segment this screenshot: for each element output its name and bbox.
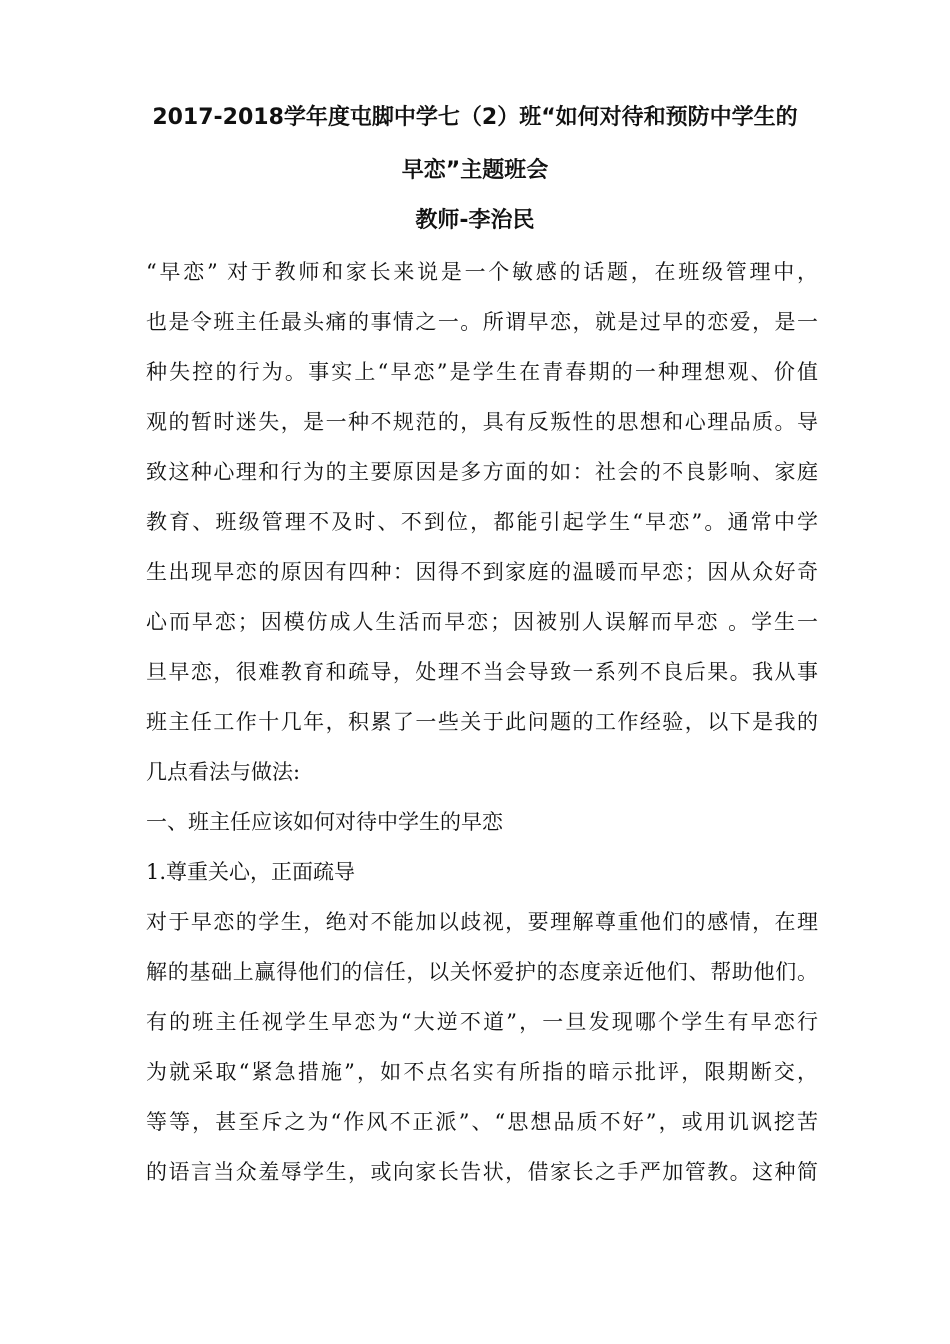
body-line: “早恋” 对于教师和家长来说是一个敏感的话题，在班级管理中， xyxy=(146,260,818,284)
body-line: 几点看法与做法: xyxy=(146,760,301,784)
document-author: 教师-李治民 xyxy=(415,208,535,233)
body-line: 观的暂时迷失，是一种不规范的，具有反叛性的思想和心理品质。导 xyxy=(146,410,818,434)
body-line: 为就采取“紧急措施”，如不点名实有所指的暗示批评，限期断交， xyxy=(146,1060,818,1084)
body-line: 致这种心理和行为的主要原因是多方面的如：社会的不良影响、家庭 xyxy=(146,460,818,484)
body-line: 种失控的行为。事实上“早恋”是学生在青春期的一种理想观、价值 xyxy=(146,360,818,384)
body-line: 等等，甚至斥之为“作风不正派”、“思想品质不好”，或用讥讽挖苦 xyxy=(146,1110,818,1134)
body-line: 教育、班级管理不及时、不到位，都能引起学生“早恋”。通常中学 xyxy=(146,510,818,534)
body-line: 对于早恋的学生，绝对不能加以歧视，要理解尊重他们的感情，在理 xyxy=(146,910,818,934)
body-line: 解的基础上赢得他们的信任，以关怀爱护的态度亲近他们、帮助他们。 xyxy=(146,960,818,984)
document-title-line-2: 早恋”主题班会 xyxy=(401,158,549,183)
body-line: 也是令班主任最头痛的事情之一。所谓早恋，就是过早的恋爱，是一 xyxy=(146,310,818,334)
section-heading: 一、班主任应该如何对待中学生的早恋 xyxy=(146,810,503,834)
body-line: 心而早恋；因模仿成人生活而早恋；因被别人误解而早恋 。学生一 xyxy=(146,610,818,634)
subsection-heading: 1.尊重关心，正面疏导 xyxy=(146,860,356,884)
body-line: 班主任工作十几年，积累了一些关于此问题的工作经验，以下是我的 xyxy=(146,710,818,734)
body-line: 生出现早恋的原因有四种：因得不到家庭的温暖而早恋；因从众好奇 xyxy=(146,560,818,584)
body-line: 旦早恋，很难教育和疏导，处理不当会导致一系列不良后果。我从事 xyxy=(146,660,818,684)
body-line: 有的班主任视学生早恋为“大逆不道”，一旦发现哪个学生有早恋行 xyxy=(146,1010,818,1034)
document-title-line-1: 2017-2018学年度屯脚中学七（2）班“如何对待和预防中学生的 xyxy=(152,105,798,130)
body-line: 的语言当众羞辱学生，或向家长告状，借家长之手严加管教。这种简 xyxy=(146,1160,818,1184)
